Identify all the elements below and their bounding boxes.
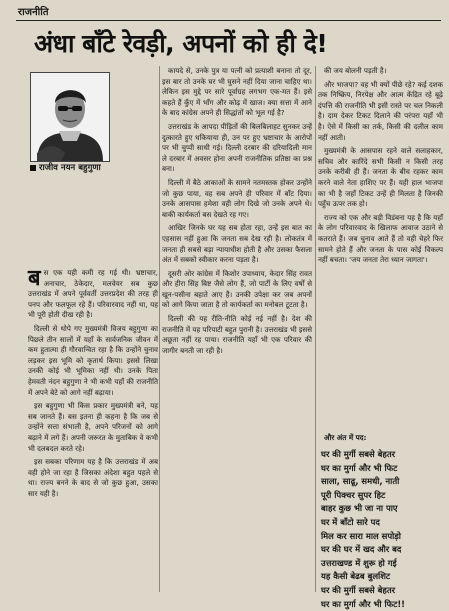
paragraph: कायदे से, उनके पुत्र या पत्नी को प्रत्याशी बनाना तो दूर, इस बार तो उनके घर भी घुसने नहीं दिया जाना चाहिए था। लेकिन इस मुद्दे पर सारे पूर्वाग्रह लगभग एक-मत हैं। इसे कहते हैं कुँए में भाँग और कोढ़ में खाज। क्या सत्ता में आने के बाद कांग्रेस अपने ही सिद्धांतों को भूल गई है? [162, 66, 312, 118]
article-column-left [28, 268, 158, 502]
paragraph: उत्तराखंड के आपदा पीड़ितों की बिलबिलाहट सुनकर उन्हें दुत्कारते हुए धकियाया ही, उन पर हुए भ्रष्टाचार के आरोपों पर भी चुप्पी साधी गई। दिल्ली दरबार की दरियादिली मान ले दरबार में अवसर होना अपनी राजनीतिक प्रतिष्ठा का प्रश्न बना। [162, 121, 312, 174]
poem-line: यह कैसी बेढब बुलशिट [321, 571, 391, 582]
paragraph: मुख्यमंत्री के आसपास रहने वाले सलाहकार, सचिव और कारिंदे सभी किसी न किसी तरह उनके करीबी ही हैं। जनता के बीच रहकर काम करने वाले नेता हाशिए पर हैं। यही हाल भाजपा का भी है जहाँ टिकट उन्हें ही मिलता है जिनकी पहुँच ऊपर तक हो। [318, 146, 443, 209]
poem-line: घर का मुर्गा और भी फिट [321, 462, 398, 473]
poem-line: साला, साढू, समधी, नाती [321, 476, 400, 487]
poem-block [321, 448, 445, 611]
poem-line: घर की मुर्गी सबसे बेहतर [321, 584, 396, 595]
poem-line: उत्तराखण्ड में शुरू हो गई [321, 557, 397, 568]
author-photo [30, 72, 110, 162]
poem-line: घर की घर में खद और बद [321, 544, 402, 555]
author-byline [30, 162, 150, 173]
poem-line: मिल कर सारा माल सपोड़ो [321, 530, 401, 541]
author-name: राजीव नयन बहुगुणा [39, 163, 101, 173]
paragraph: दिल्ली से थोपे गए मुख्यमंत्री विजय बहुगुणा का पिछले तीन सालों में यहाँ के सार्वजनिक जीवन में कम हुतात्मा ही गौरवान्वित रहा है कि उन्होंने चुनाव लड़कर इस भूमि को कृतार्थ किया। इससे लिखा उनकी कोई भी भूमिका नहीं थी। उनके पिता हेमवती नंदन बहुगुणा ने भी कभी यहाँ की राजनीति में अपने बेटे को आगे नहीं बढ़ाया। [28, 323, 158, 397]
paragraph: और भाजपा? वह भी क्यों पीछे रहे? कई दशक तक निष्क्रिय, निरपेक्ष और आत्म केंद्रित रहे बूढ़े दंपत्ति की राजनीति भी इसी रास्ते पर चल निकली है। दाम देकर टिकट दिलाने की परंपरा यहाँ भी है। ऐसे में किसी का तर्क, किसी की दलील काम नहीं आती। [318, 79, 443, 142]
section-label: राजनीति [18, 7, 49, 18]
poem-line: पूरी पिक्चर सुपर हिट [321, 489, 386, 500]
paragraph: दिल्ली में बैठे आकाओं के सामने नतमस्तक होकर उन्होंने जो कुछ पाया, वह सब अपने ही परिवार में बाँट दिया। उनके आसपास हमेशा वही लोग दिखे जो उनके अपने थे। बाकी कार्यकर्ता बस देखते रह गए। [162, 177, 312, 219]
paragraph: दिल्ली की यह रीति-नीति कोई नई नहीं है। देश की राजनीति में यह परिपाटी बहुत पुरानी है। उत्तराखंड भी इससे अछूता नहीं रह पाया। राजनीति यहाँ भी एक परिवार की जागीर बनती जा रही है। [162, 314, 313, 355]
bullet-icon [30, 165, 36, 171]
poem-line: घर में बाँटो सारे पद [321, 516, 380, 527]
paragraph: आखिर जिनके घर यह सब होता रहा, उन्हें इस बात का एहसास नहीं हुआ कि जनता सब देख रही है। लोकतंत्र में जनता ही सबसे बड़ा न्यायाधीश होती है और उसका फैसला अंत में सबको स्वीकार करना पड़ता है। [162, 223, 312, 265]
column-divider [315, 66, 316, 592]
column-divider [159, 66, 160, 592]
article-column-middle [162, 66, 312, 359]
paragraph: राज्य को एक और बड़ी विडंबना यह है कि यहाँ के लोग परिवारवाद के खिलाफ आवाज उठाने से कतराते हैं। जब चुनाव आते हैं तो वही चेहरे फिर सामने होते हैं और जनता के पास कोई विकल्प नहीं बचता। 'जय जनता तेरा ध्यान जागता'। [318, 212, 443, 265]
paragraph: इस बहुगुणा भी किस प्रकार मुख्यमंत्री बने, यह सब जानते हैं। बस इतना ही कहना है कि जब से उन्होंने सत्ता संभाली है, अपने परिजनों को आगे बढ़ाने में लगे हैं। अपनी जरूरत के मुताबिक वे कभी भी दलबदल करते रहे। [28, 401, 158, 453]
headline: अंधा बाँटे रेवड़ी, अपनों को ही दे! [34, 29, 328, 58]
paragraph: इस सबका परिणाम यह है कि उत्तराखंड में अब वही होने जा रहा है जिसका अंदेशा बहुत पहले से था। राज्य बनने के बाद से जो कुछ हुआ, उसका सार यही है। [28, 457, 158, 498]
drop-cap: ब [28, 266, 41, 291]
paragraph: की जय बोलनी पड़ती है। [324, 66, 387, 75]
poem-title: और अंत में पद: [324, 433, 367, 442]
article-column-right [318, 66, 443, 269]
poem-line: बाहर कुछ भी जा ना पाए [321, 503, 398, 514]
poem-line: घर की मुर्गी सबसे बेहतर [321, 449, 396, 459]
poem-line: घर का मुर्गा और भी फिट!! [321, 598, 405, 609]
paragraph: दूसरी ओर कांग्रेस में किशोर उपाध्याय, केदार सिंह रावत और हीरा सिंह बिष्ट जैसे लोग हैं, जो पार्टी के लिए वर्षों से खून-पसीना बहाते आए हैं। उनकी उपेक्षा कर जब अपनों को आगे किया जाता है तो कार्यकर्ता का मनोबल टूटता है। [162, 268, 312, 310]
header-divider [16, 20, 441, 21]
paragraph: स एक यही कमी रह गई थी। भ्रष्टाचार, अनाचार, ठेकेदार, मलवेयर सब कुछ उत्तराखंड में अपने पूर्ववर्ती उत्तरप्रदेश की तरह ही पनप और फलफूल रहे हैं। परिवारवाद नहीं था, यह भी पूरी होती दीख रही है। [28, 268, 158, 320]
